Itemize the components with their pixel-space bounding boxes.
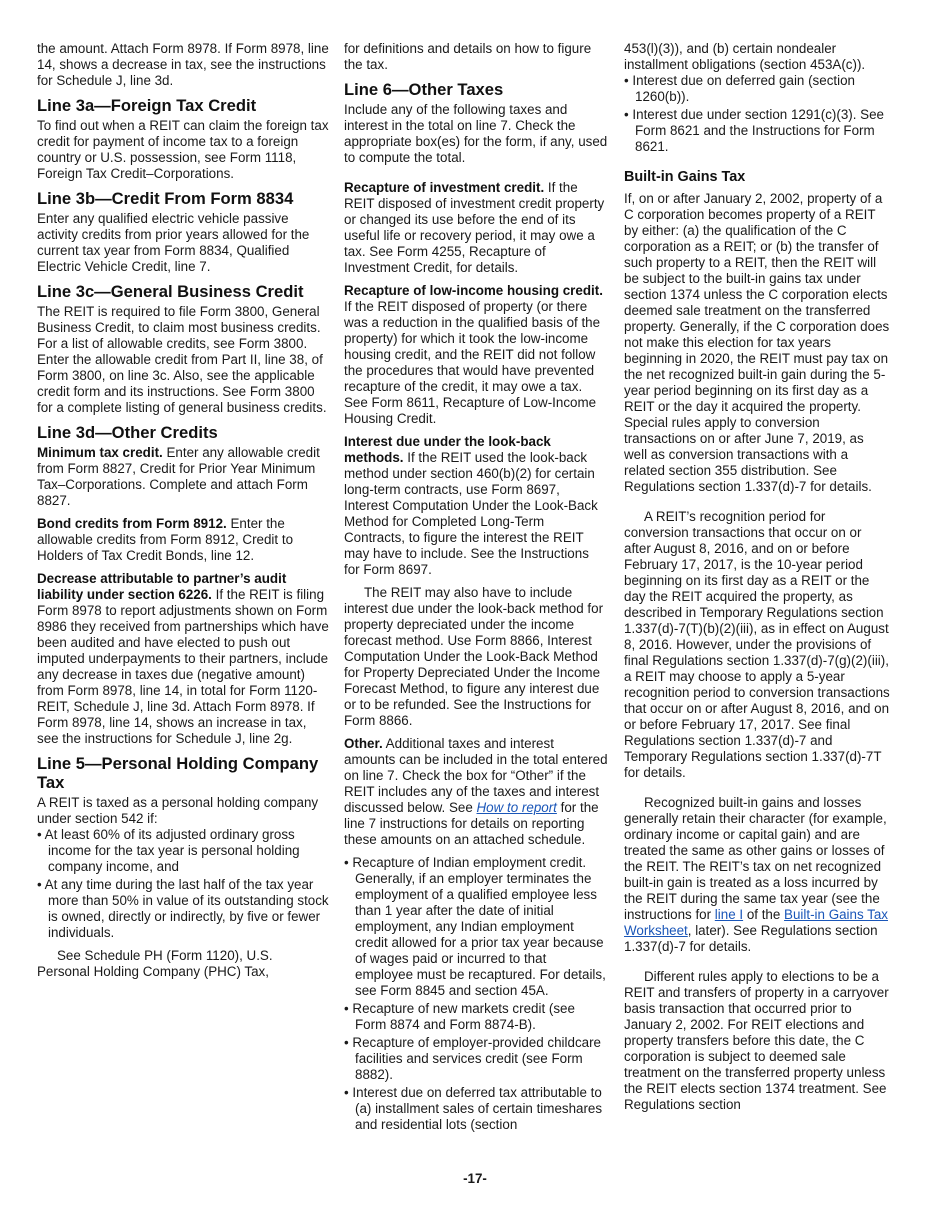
paragraph-built-in-gains-3 (624, 795, 890, 955)
lead-decrease-partner: Decrease attributable to partner’s audit liability under section 6226. (37, 571, 287, 602)
text-look-back: If the REIT used the look-back method under section 460(b)(2) for certain long-term contracts, use Form 8697, Interest Computation Under the Look-Back Method for Completed Long-Term Contracts, to figure the interest the REIT may have to include. See the Instructions for Form 8697. (344, 450, 598, 577)
bullet-item: • At least 60% of its adjusted ordinary gross income for the tax year is personal holding company income, and (37, 827, 300, 874)
paragraph-look-back-income-forecast: The REIT may also have to include interest due under the look-back method for property depreciated under the income forecast method. Use Form 8866, Interest Computation Under the Look-Back Method for Property Depreciated Under the Income Forecast Method, to figure any interest due or to be refunded. See the Instructions for Form 8866. (344, 585, 604, 728)
lead-recapture-low-income: Recapture of low-income housing credit. (344, 283, 603, 298)
paragraph-continued: 453(l)(3)), and (b) certain nondealer installment obligations (section 453A(c)). (624, 41, 866, 72)
paragraph-built-in-gains-2: A REIT’s recognition period for conversion transactions that occur on or after August 8, 2016, and on or before February 17, 2017, is the 10-year period beginning on its first day as a REIT or the day the REIT acquired the property, as described in Temporary Regulations section 1.337(d)-7(T)(b)(2)(iii), as in effect on August 8, 2016. However, under the provisions of final Regulations section 1.337(d)-7(g)(2)(iii), a REIT may choose to apply a 5-year recognition period to conversion transactions that occur on or after August 8, 2016, and on or before February 17, 2017. See final Regulations section 1.337(d)-7 and Temporary Regulations section 1.337(d)-7T for details. (624, 509, 890, 780)
column-middle (344, 41, 608, 1135)
how-to-report-link[interactable]: How to report (476, 800, 557, 815)
paragraph-bond-credits (37, 516, 329, 564)
lead-other: Other. (344, 736, 383, 751)
heading-line-3c: Line 3c—General Business Credit (37, 282, 304, 301)
paragraph-continued: the amount. Attach Form 8978. If Form 8978, line 14, shows a decrease in tax, see the instructions for Schedule J, line 3d. (37, 41, 329, 88)
paragraph-built-in-gains-1: If, on or after January 2, 2002, property of a C corporation becomes property of a REIT by either: (a) the qualification of the C corporation as a REIT; or (b) the transfer of such property to a REIT, then the REIT will be subject to the built-in gains tax under section 1374 unless the C corporation elects deemed sale treatment on the transferred property. Generally, if the C corporation does not make this election for tax years beginning in 2020, the REIT must pay tax on the net recognized built-in gain during the 5-year period beginning on its first day as a REIT or the day it acquired the property. Special rules apply to conversion transactions on or after June 7, 2019, as well as conversion transactions with a related section 355 distribution. See Regulations section 1.337(d)-7 for details. (624, 191, 890, 494)
text-recapture-investment: If the REIT disposed of investment credit property or changed its use before the end of its useful life or recovery period, it may owe a tax. See Form 4255, Recapture of Investment Credit, for details. (344, 180, 605, 275)
heading-line-5: Line 5—Personal Holding Company Tax (37, 754, 319, 792)
heading-line-3a: Line 3a—Foreign Tax Credit (37, 96, 257, 115)
text-other-b: for the line 7 instructions for details on reporting these amounts on an attached schedule. (344, 800, 599, 847)
bullet-item: • Interest due on deferred tax attributable to (a) installment sales of certain timeshares and residential lots (section (344, 1085, 603, 1132)
built-in-gains-worksheet-link[interactable]: Built-in Gains Tax Worksheet (624, 907, 888, 938)
lead-bond-credits: Bond credits from Form 8912. (37, 516, 227, 531)
bullet-item: • Recapture of new markets credit (see Form 8874 and Form 8874-B). (344, 1001, 575, 1032)
paragraph-line-3a: To find out when a REIT can claim the foreign tax credit for payment of income tax to a foreign country or U.S. possession, see Form 1118, Foreign Tax Credit–Corporations. (37, 118, 329, 181)
paragraph-continued: for definitions and details on how to figure the tax. (344, 41, 592, 72)
text-built-in-3a: Recognized built-in gains and losses generally retain their character (for example, ordinary income or capital gain) and are treated the same as other gains or losses of the REIT. The REIT’s tax on net recognized built-in gain is treated as a loss incurred by the REIT during the same tax year (see the instructions for (624, 795, 887, 922)
text-bond-credits: Enter the allowable credits from Form 8912, Credit to Holders of Tax Credit Bonds, line 12. (37, 516, 294, 563)
bullet-item: • Interest due on deferred gain (section 1260(b)). (624, 73, 855, 104)
paragraph-line-3b: Enter any qualified electric vehicle passive activity credits from prior years allowed for the current tax year from Form 8834, Qualified Electric Vehicle Credit, line 7. (37, 211, 310, 274)
line-i-link[interactable]: line I (714, 907, 744, 922)
paragraph-line-5: A REIT is taxed as a personal holding company under section 542 if: (37, 795, 319, 826)
heading-built-in-gains-tax: Built-in Gains Tax (624, 169, 746, 185)
text-other-a: Additional taxes and interest amounts can be included in the total entered on line 7. Check the box for “Other” if the REIT includes any of the taxes and interest discussed below. See (344, 736, 608, 815)
bullet-item: • Recapture of Indian employment credit. Generally, if an employer terminates the employment of a qualified employee less than 1 year after the date of initial employment, any Indian employment credit allowed for a prior tax year because of wages paid or incurred to that employee must be recaptured. For details, see Form 8845 and section 45A. (344, 855, 606, 998)
text-built-in-3b: of the (743, 907, 785, 922)
lead-recapture-investment: Recapture of investment credit. (344, 180, 545, 195)
paragraph-line-6: Include any of the following taxes and interest in the total on line 7. Check the appropriate box(es) for the form, if any, used to compute the total. (344, 102, 608, 165)
bullet-item: • Recapture of employer-provided childcare facilities and services credit (see Form 8882). (344, 1035, 602, 1082)
lead-look-back: Interest due under the look-back methods. (344, 434, 551, 465)
paragraph-look-back (344, 434, 608, 578)
text-decrease-partner: If the REIT is filing Form 8978 to report adjustments shown on Form 8986 they received from partnerships which have been audited and have elected to push out imputed underpayments to their partners, include any decrease in taxes due (negative amount) from Form 8978, line 14, in total for Form 1120-REIT, Schedule J, line 3d. Attach Form 8978. If Form 8978, line 14, shows an increase in tax, see the instructions for Schedule J, line 2g. (37, 587, 329, 746)
paragraph-built-in-gains-4: Different rules apply to elections to be a REIT and transfers of property in a carryover basis transaction that occurred prior to January 2, 2002. For REIT elections and property transfers before this date, the C corporation is subject to deemed sale treatment on the transferred property unless the REIT elects section 1374 treatment. See Regulations section (624, 969, 889, 1112)
lead-minimum-tax-credit: Minimum tax credit. (37, 445, 163, 460)
bullet-item: • Interest due under section 1291(c)(3). See Form 8621 and the Instructions for Form 8621. (624, 107, 884, 154)
bullet-item: • At any time during the last half of the tax year more than 50% in value of its outstanding stock is owned, directly or indirectly, by five or fewer individuals. (37, 877, 329, 940)
page-number: -17- (463, 1171, 487, 1186)
heading-line-6: Line 6—Other Taxes (344, 80, 504, 99)
paragraph-decrease-partner (37, 571, 329, 747)
heading-line-3b: Line 3b—Credit From Form 8834 (37, 189, 294, 208)
text-recapture-low-income: If the REIT disposed of property (or there was a reduction in the qualified basis of the property) for which it took the low-income housing credit, and the REIT did not follow the procedures that would have prevented recapture of the credit, it may owe a tax. See Form 8611, Recapture of Low-Income Housing Credit. (344, 299, 601, 426)
paragraph-recapture-low-income (344, 283, 608, 427)
heading-line-3d: Line 3d—Other Credits (37, 423, 218, 442)
column-right (624, 41, 890, 1120)
paragraph-minimum-tax-credit (37, 445, 329, 509)
paragraph-other (344, 736, 608, 848)
paragraph-recapture-investment (344, 180, 608, 276)
paragraph-schedule-ph: See Schedule PH (Form 1120), U.S. Personal Holding Company (PHC) Tax, (37, 948, 273, 979)
column-left (37, 41, 329, 987)
text-minimum-tax-credit: Enter any allowable credit from Form 8827, Credit for Prior Year Minimum Tax–Corporations. Complete and attach Form 8827. (37, 445, 320, 508)
paragraph-line-3c: The REIT is required to file Form 3800, General Business Credit, to claim most business credits. For a list of allowable credits, see Form 3800. Enter the allowable credit from Part II, line 38, of Form 3800, on line 3c. Also, see the applicable credit form and its instructions. See Form 3800 for a complete listing of general business credits. (37, 304, 327, 415)
text-built-in-3c: , later). See Regulations section 1.337(d)-7 for details. (624, 923, 878, 954)
